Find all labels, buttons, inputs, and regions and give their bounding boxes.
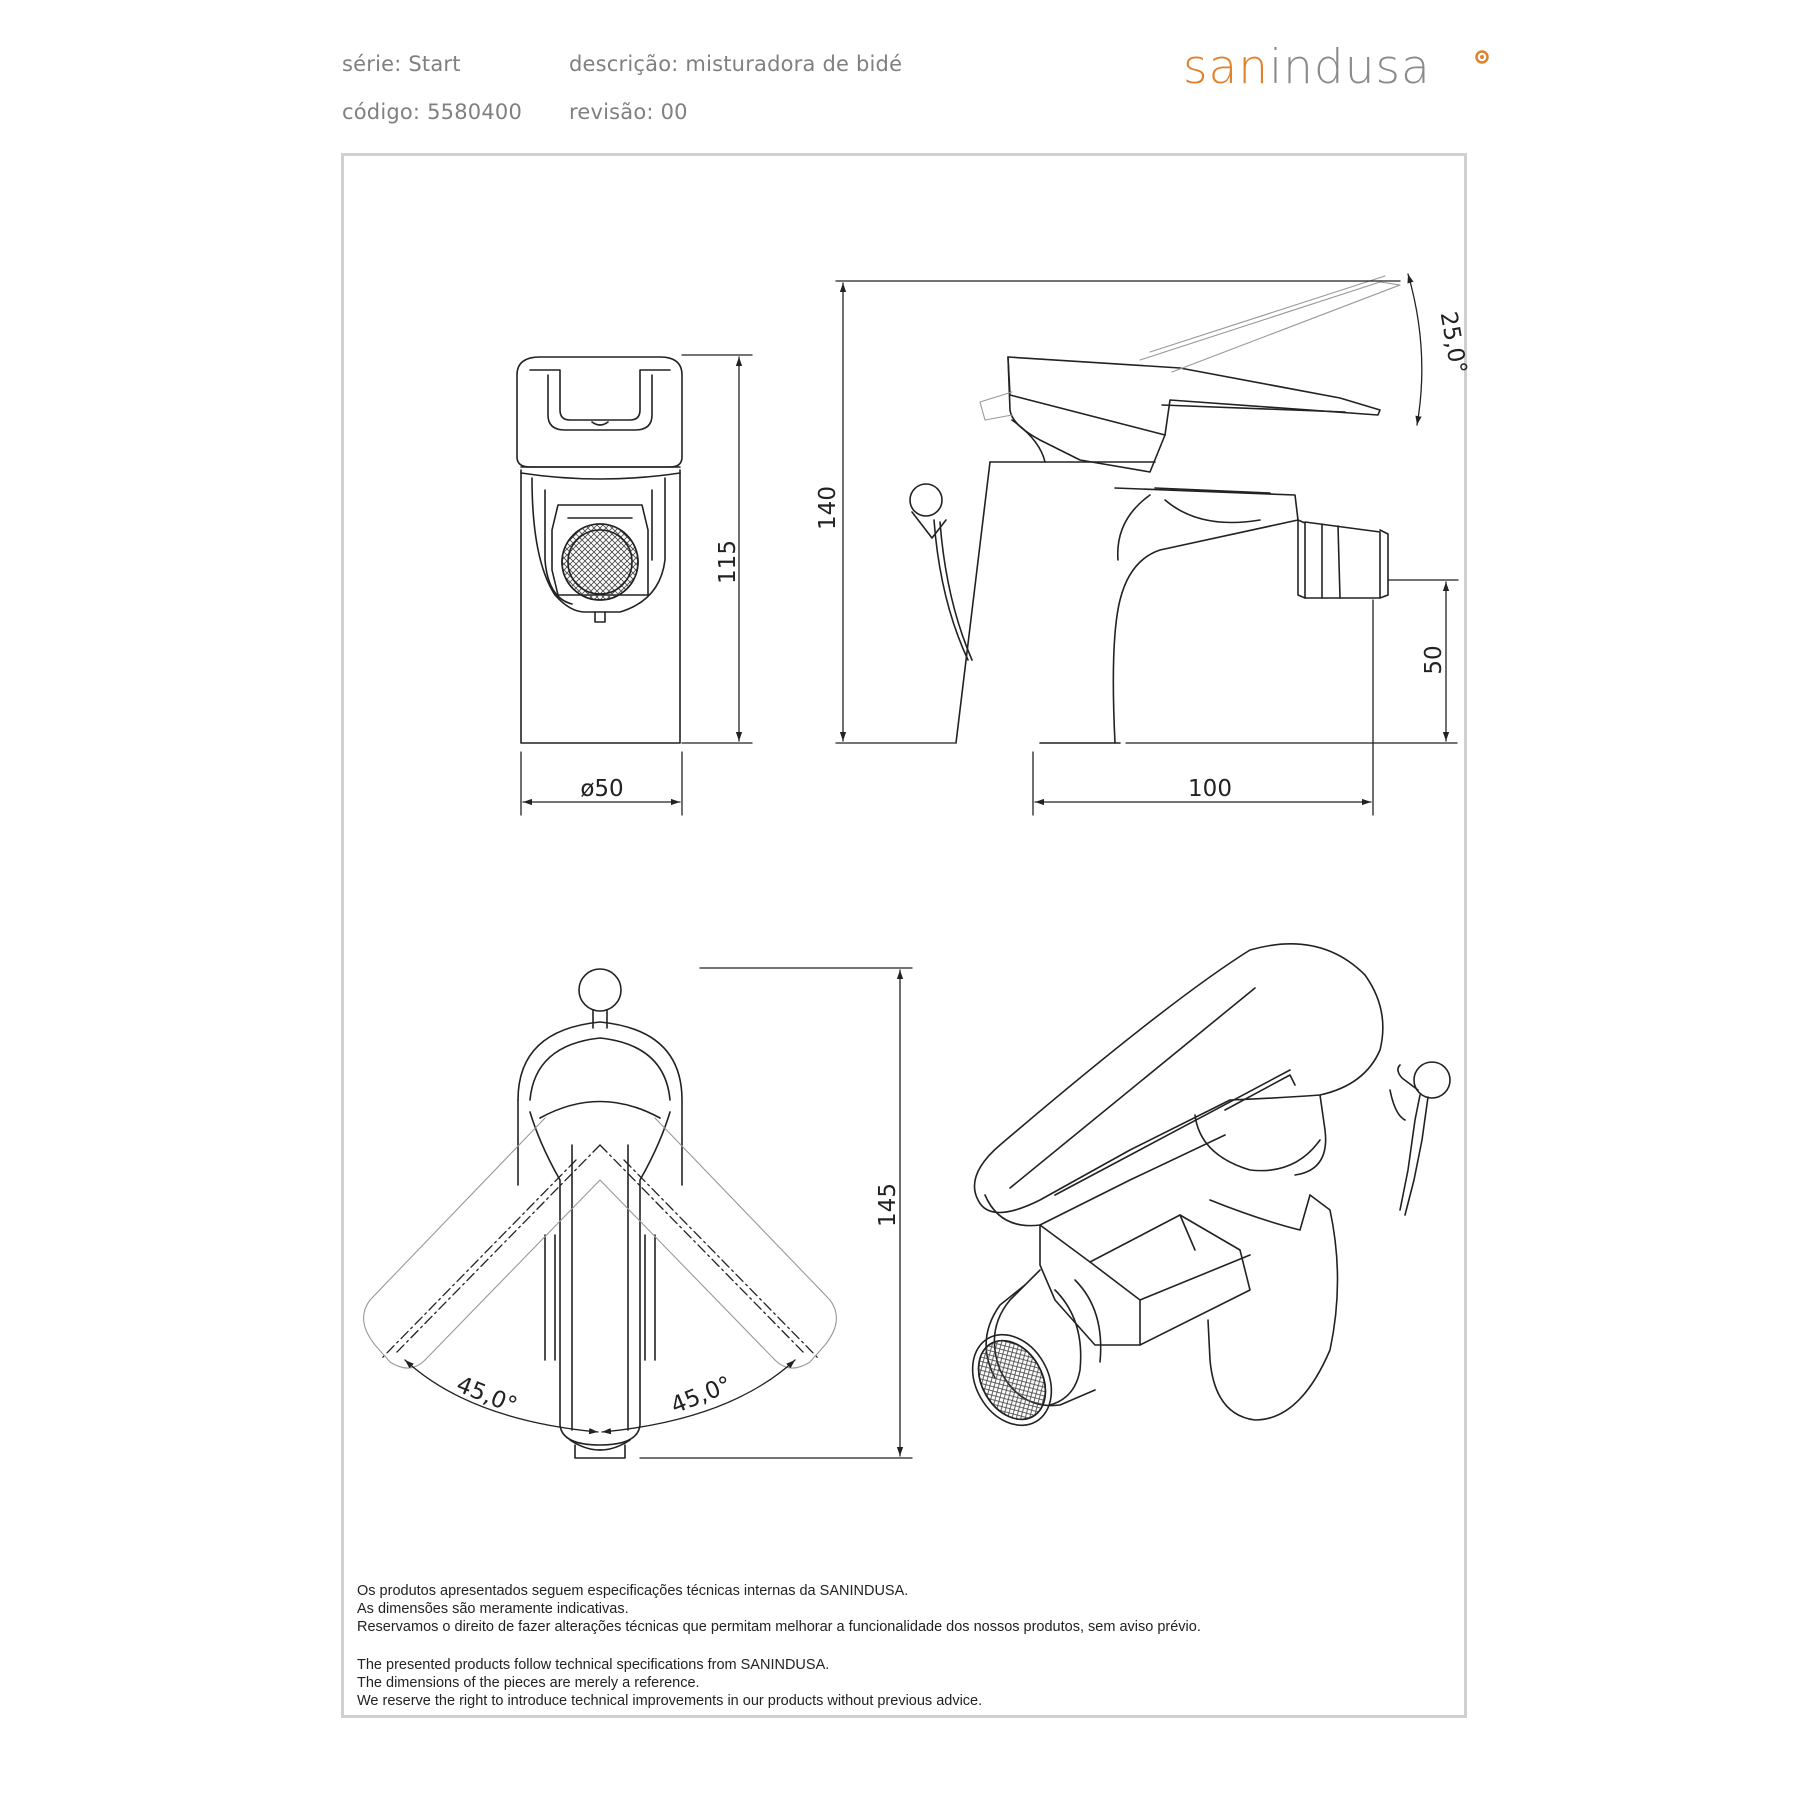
disclaimer-line: Reservamos o direito de fazer alterações técnicas que permitam melhorar a funcionalidade dos nossos produtos, sem aviso prévio. bbox=[357, 1619, 1201, 1635]
series-label: série: Start bbox=[342, 52, 461, 76]
dim-spout-height: 50 bbox=[1421, 645, 1447, 675]
description-label: descrição: misturadora de bidé bbox=[569, 52, 903, 76]
dim-swivel-right: 45,0° bbox=[667, 1371, 736, 1420]
logo-part-indusa: indusa bbox=[1269, 40, 1431, 95]
side-view bbox=[517, 357, 682, 743]
front-view bbox=[910, 276, 1400, 743]
front-view-dimensions bbox=[836, 274, 1458, 815]
dim-front-height: 140 bbox=[815, 486, 841, 530]
top-view bbox=[364, 969, 837, 1458]
disclaimer-line: The presented products follow technical specifications from SANINDUSA. bbox=[357, 1657, 830, 1673]
disclaimer-english bbox=[357, 1656, 982, 1710]
disclaimer-line: The dimensions of the pieces are merely a reference. bbox=[357, 1675, 700, 1691]
code-label: código: 5580400 bbox=[342, 100, 523, 124]
isometric-view bbox=[957, 944, 1450, 1440]
logo-part-san: san bbox=[1183, 40, 1270, 95]
disclaimer-portuguese bbox=[357, 1582, 1201, 1636]
dim-side-height: 115 bbox=[715, 540, 741, 584]
dim-top-height: 145 bbox=[875, 1183, 901, 1227]
dim-spout-reach: 100 bbox=[1188, 776, 1232, 802]
disclaimer-line: Os produtos apresentados seguem especificações técnicas internas da SANINDUSA. bbox=[357, 1583, 909, 1599]
revision-label: revisão: 00 bbox=[569, 100, 688, 124]
disclaimer-line: We reserve the right to introduce technical improvements in our products without previous advice. bbox=[357, 1693, 983, 1709]
dim-swivel-left: 45,0° bbox=[452, 1371, 521, 1420]
dim-lever-angle: 25,0° bbox=[1434, 309, 1472, 376]
disclaimer-line: As dimensões são meramente indicativas. bbox=[357, 1601, 629, 1617]
dim-side-diameter: ø50 bbox=[580, 776, 624, 802]
